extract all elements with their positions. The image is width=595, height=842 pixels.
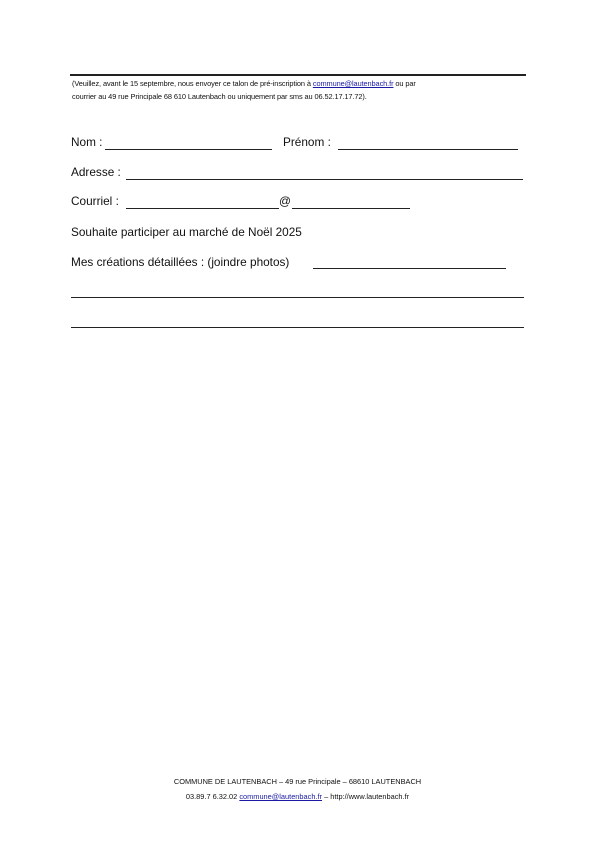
intro-text-end: ou par (393, 79, 416, 88)
creations-line-3[interactable] (71, 327, 524, 328)
footer-address: COMMUNE DE LAUTENBACH – 49 rue Principale – 68610 LAUTENBACH (173, 777, 422, 786)
nom-label: Nom : (71, 135, 103, 149)
prenom-field[interactable] (338, 149, 518, 150)
intro-instructions (72, 77, 528, 103)
at-sign: @ (279, 194, 291, 208)
footer-phone: 03.89.7 6.32.02 (185, 792, 240, 801)
intro-text-line2: courrier au 49 rue Principale 68 610 Lautenbach ou uniquement par sms au 06.52.17.17.72). (72, 92, 367, 101)
prenom-label: Prénom : (283, 135, 331, 149)
courriel-label: Courriel : (71, 194, 119, 208)
footer-website[interactable]: – http://www.lautenbach.fr (322, 792, 410, 801)
nom-field[interactable] (105, 149, 272, 150)
adresse-field[interactable] (126, 179, 523, 180)
creations-line-2[interactable] (71, 297, 524, 298)
marche-noel-statement: Souhaite participer au marché de Noël 2025 (71, 225, 302, 239)
intro-text-start: (Veuillez, avant le 15 septembre, nous envoyer ce talon de pré-inscription à (72, 79, 313, 88)
creations-field[interactable] (313, 268, 506, 269)
intro-email-link[interactable]: commune@lautenbach.fr (312, 79, 394, 88)
courriel-user-field[interactable] (126, 208, 279, 209)
footer-email-link[interactable]: commune@lautenbach.fr (239, 792, 323, 801)
footer-contact (0, 792, 595, 801)
creations-label: Mes créations détaillées : (joindre photos) (71, 255, 290, 269)
adresse-label: Adresse : (71, 165, 121, 179)
top-rule (70, 74, 526, 76)
courriel-domain-field[interactable] (292, 208, 410, 209)
